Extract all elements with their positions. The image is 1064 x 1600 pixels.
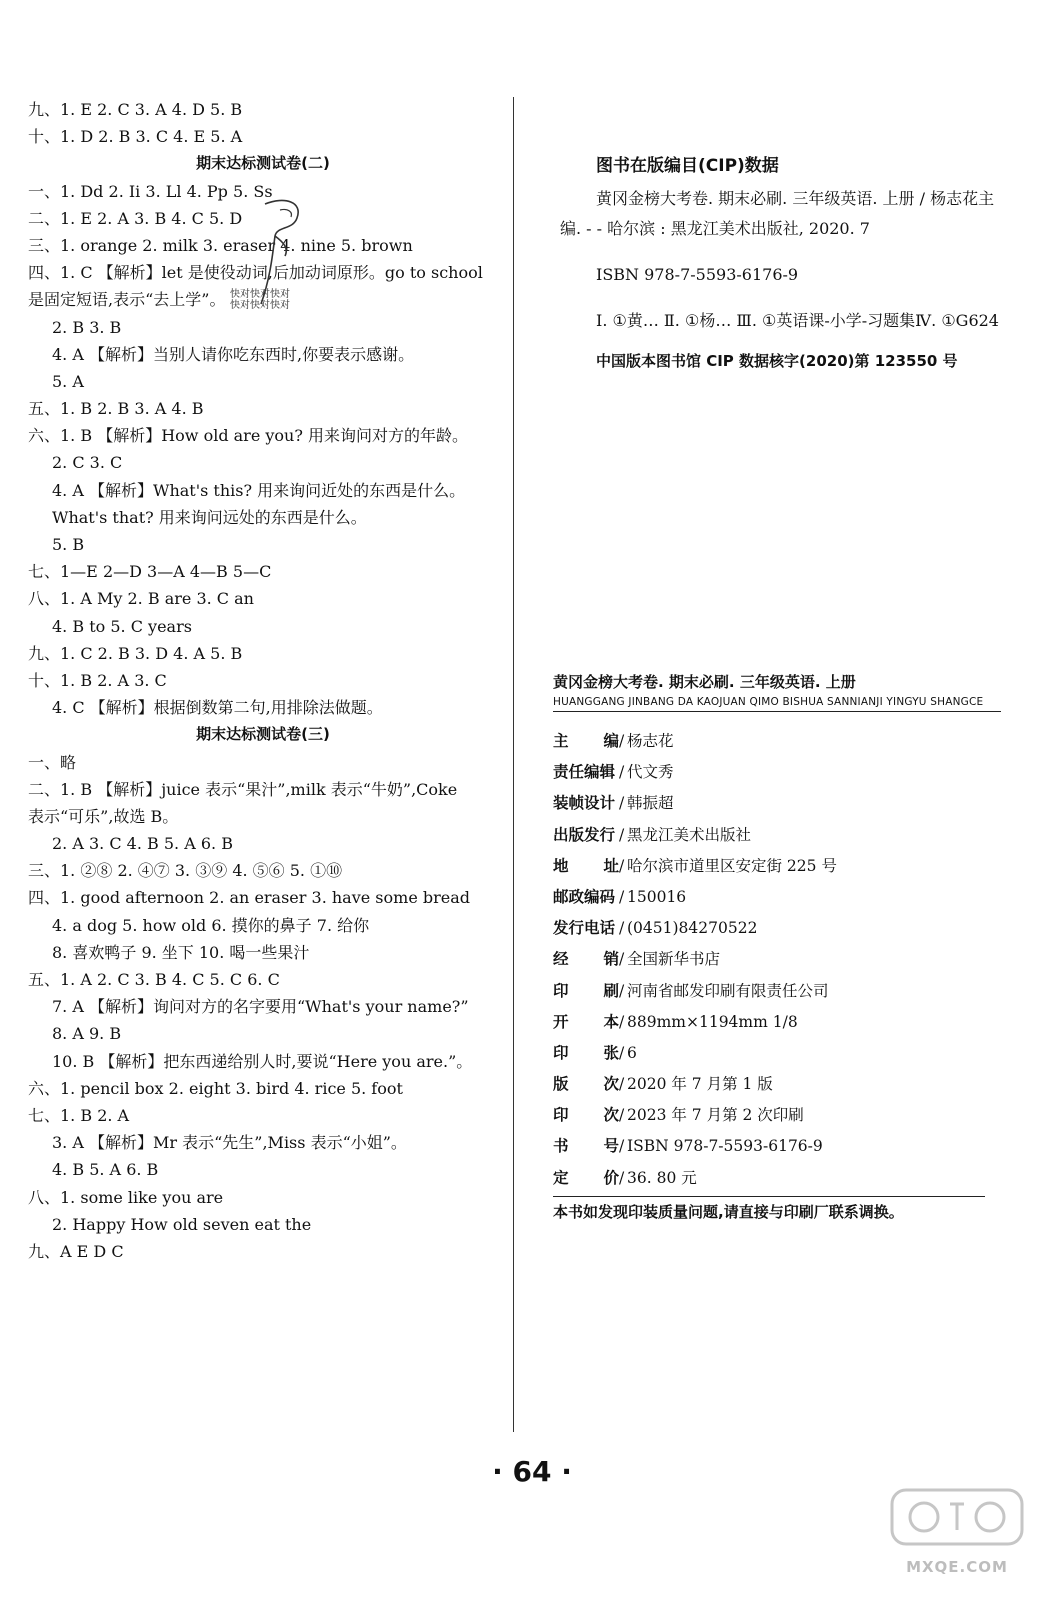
colophon-label-part: 印 [553,981,569,1000]
colophon-row [553,851,1001,882]
colophon-label [553,1131,619,1162]
colophon-row [553,913,1001,944]
colophon-label-part: 印 [553,1043,569,1062]
colophon-label-part: 版 [553,1075,569,1094]
colophon-label-part: 本 [603,1012,619,1031]
colophon-row [553,944,1001,975]
colophon-row [553,788,1001,819]
column-divider [513,97,514,1432]
colophon-row [553,1038,1001,1069]
colophon-value: 河南省邮发印刷有限责任公司 [627,981,829,1000]
colophon-label-part: 刷 [603,981,619,1000]
colophon-label [553,1038,619,1069]
colophon-separator: / [619,732,625,750]
answer-line: 2. B 3. B [52,317,122,337]
cip-isbn: ISBN 978-7-5593-6176-9 [596,265,799,284]
answer-line: 五、1. B 2. B 3. A 4. B [28,399,204,419]
answer-line: 5. B [52,535,85,554]
watermark-text: MXQE.COM [906,1558,1008,1576]
colophon-value: 2020 年 7 月第 1 版 [627,1075,773,1094]
colophon-title: 黄冈金榜大考卷. 期末必刷. 三年级英语. 上册 [553,673,856,691]
colophon-label [553,1069,619,1100]
colophon [553,670,1001,1227]
colophon-label-part: 址 [603,856,619,875]
colophon-value: (0451)84270522 [627,919,758,938]
answer-line: 三、1. ②⑧ 2. ④⑦ 3. ③⑨ 4. ⑤⑥ 5. ①⑩ [28,861,343,881]
answer-line: 二、1. E 2. A 3. B 4. C 5. D [28,208,243,228]
answer-line: 六、1. pencil box 2. eight 3. bird 4. rice 5. foot [28,1078,403,1098]
answer-line: 八、1. some like you are [28,1187,224,1207]
colophon-row [553,1007,1001,1038]
colophon-label-part: 价 [603,1168,619,1187]
colophon-label-part: 次 [603,1075,619,1094]
answer-line: 8. A 9. B [52,1024,122,1044]
answer-line: 8. 喜欢鸭子 9. 坐下 10. 喝一些果汁 [52,942,310,962]
colophon-separator: / [619,950,625,969]
colophon-label [553,882,619,913]
stamp-text: 快对快对快对 快对快对快对 [230,289,290,311]
colophon-value: 889mm×1194mm 1/8 [627,1012,798,1031]
answer-line: 七、1. B 2. A [28,1105,130,1125]
cip-record-number: 中国版本图书馆 CIP 数据核字(2020)第 123550 号 [596,352,958,370]
answer-line: 八、1. A My 2. B are 3. C an [28,589,254,609]
colophon-separator: / [619,794,625,813]
colophon-value: 哈尔滨市道里区安定街 225 号 [627,856,837,875]
colophon-table [553,726,1001,1194]
colophon-value: 黑龙江美术出版社 [627,825,752,844]
answer-line: 4. A 【解析】当别人请你吃东西时,你要表示感谢。 [52,344,415,364]
colophon-label [553,944,619,975]
colophon-separator: / [619,919,625,938]
answer-line: 四、1. good afternoon 2. an eraser 3. have some bread [28,888,471,908]
colophon-label-part: 责任编辑 [553,763,616,782]
colophon-value: 150016 [627,887,687,906]
cip-description: 黄冈金榜大考卷. 期末必刷. 三年级英语. 上册 / 杨志花主编. - - 哈尔滨 : 黑龙江美术出版社, 2020. 7 [560,189,995,238]
answer-line: 十、1. D 2. B 3. C 4. E 5. A [28,127,243,147]
colophon-label [553,913,619,944]
colophon-value: 杨志花 [627,732,674,750]
answer-line: 4. A 【解析】What's this? 用来询问近处的东西是什么。 [52,480,466,500]
section-heading: 期末达标测试卷(二) [196,154,330,173]
answer-line: 4. B to 5. C years [52,616,192,636]
page-number: · 64 · [492,1455,572,1488]
watermark-logo-icon [872,1484,1042,1580]
colophon-label [553,726,619,757]
answer-line: 七、1—E 2—D 3—A 4—B 5—C [28,562,272,582]
colophon-label-part: 主 [553,732,569,750]
colophon-separator: / [619,1075,625,1094]
answer-line: 二、1. B 【解析】juice 表示“果汁”,milk 表示“牛奶”,Coke [28,779,458,799]
colophon-row [553,1131,1001,1162]
colophon-label-part: 编 [603,732,619,750]
colophon-label-part: 次 [603,1106,619,1125]
colophon-row [553,882,1001,913]
colophon-row [553,820,1001,851]
answer-line: 10. B 【解析】把东西递给别人时,要说“Here you are.”。 [52,1051,473,1071]
colophon-pinyin: HUANGGANG JINBANG DA KAOJUAN QIMO BISHUA SANNIANJI YINGYU SHANGCE [553,694,1001,712]
colophon-label-part: 装帧设计 [553,794,616,813]
colophon-row [553,757,1001,788]
colophon-label-part: 书 [553,1137,569,1156]
answer-line: 三、1. orange 2. milk 3. eraser 4. nine 5. brown [28,235,413,255]
colophon-separator: / [619,1106,625,1125]
colophon-label [553,788,619,819]
answer-line: 5. A [52,371,84,391]
colophon-separator: / [619,825,625,844]
answer-line: 十、1. B 2. A 3. C [28,670,167,690]
answer-line: 表示“可乐”,故选 B。 [28,806,179,826]
colophon-label-part: 张 [603,1043,619,1062]
cip-classification: Ⅰ. ①黄… Ⅱ. ①杨… Ⅲ. ①英语课-小学-习题集Ⅳ. ①G624 [596,311,999,330]
colophon-label-part: 经 [553,950,569,969]
colophon-separator: / [619,763,625,782]
answer-line: 是固定短语,表示“去上学”。 [28,290,226,310]
colophon-label-part: 邮政编码 [553,887,616,906]
answer-line: What's that? 用来询问远处的东西是什么。 [52,507,367,527]
colophon-label-part: 开 [553,1012,569,1031]
colophon-value: 全国新华书店 [627,950,721,969]
colophon-separator: / [619,1168,625,1187]
colophon-label [553,1163,619,1194]
colophon-label-part: 地 [553,856,569,875]
colophon-label-part: 印 [553,1106,569,1125]
colophon-row [553,1069,1001,1100]
colophon-note: 本书如发现印装质量问题,请直接与印刷厂联系调换。 [553,1202,904,1221]
answer-line: 4. B 5. A 6. B [52,1160,159,1180]
colophon-label [553,1007,619,1038]
answer-line: 2. Happy How old seven eat the [52,1214,312,1234]
answer-line: 一、1. Dd 2. Ii 3. Ll 4. Pp 5. Ss [28,181,273,201]
colophon-separator: / [619,981,625,1000]
answer-line: 五、1. A 2. C 3. B 4. C 5. C 6. C [28,970,280,989]
colophon-label [553,820,619,851]
colophon-separator: / [619,887,625,906]
answer-line: 九、A E D C [28,1241,124,1261]
colophon-value: ISBN 978-7-5593-6176-9 [627,1137,823,1156]
colophon-label-part: 出版发行 [553,825,616,844]
colophon-label-part: 销 [603,950,619,969]
answer-line: 7. A 【解析】询问对方的名字要用“What's your name?” [52,997,469,1017]
colophon-row [553,1100,1001,1131]
answer-line: 2. C 3. C [52,453,123,473]
colophon-label-part: 发行电话 [553,919,616,938]
answer-line: 4. C 【解析】根据倒数第二句,用排除法做题。 [52,698,383,718]
colophon-label [553,1100,619,1131]
colophon-value: 韩振超 [627,794,674,813]
colophon-label-part: 定 [553,1168,569,1187]
colophon-separator: / [619,1012,625,1031]
colophon-value: 2023 年 7 月第 2 次印刷 [627,1106,804,1125]
colophon-separator: / [619,1137,625,1156]
cip-title: 图书在版编目(CIP)数据 [596,156,779,176]
colophon-separator: / [619,1043,625,1062]
colophon-label [553,851,619,882]
answer-line: 九、1. C 2. B 3. D 4. A 5. B [28,643,243,663]
answer-line: 2. A 3. C 4. B 5. A 6. B [52,834,233,854]
colophon-row [553,976,1001,1007]
section-heading: 期末达标测试卷(三) [196,725,330,744]
colophon-label [553,976,619,1007]
colophon-separator: / [619,856,625,875]
answer-line: 3. A 【解析】Mr 表示“先生”,Miss 表示“小姐”。 [52,1133,407,1153]
colophon-row [553,1163,1001,1194]
colophon-value: 36. 80 元 [627,1168,697,1187]
cip-block [560,150,1000,376]
colophon-label [553,757,619,788]
colophon-label-part: 号 [603,1137,619,1156]
answer-line: 4. a dog 5. how old 6. 摸你的鼻子 7. 给你 [52,915,370,935]
colophon-value: 代文秀 [627,763,674,782]
answer-line: 四、1. C 【解析】let 是使役动词,后加动词原形。go to school [28,263,483,283]
answer-line: 一、略 [28,752,77,772]
colophon-value: 6 [627,1043,637,1062]
answer-line: 六、1. B 【解析】How old are you? 用来询问对方的年龄。 [28,426,469,446]
answer-line: 九、1. E 2. C 3. A 4. D 5. B [28,100,243,119]
colophon-row [553,726,1001,757]
